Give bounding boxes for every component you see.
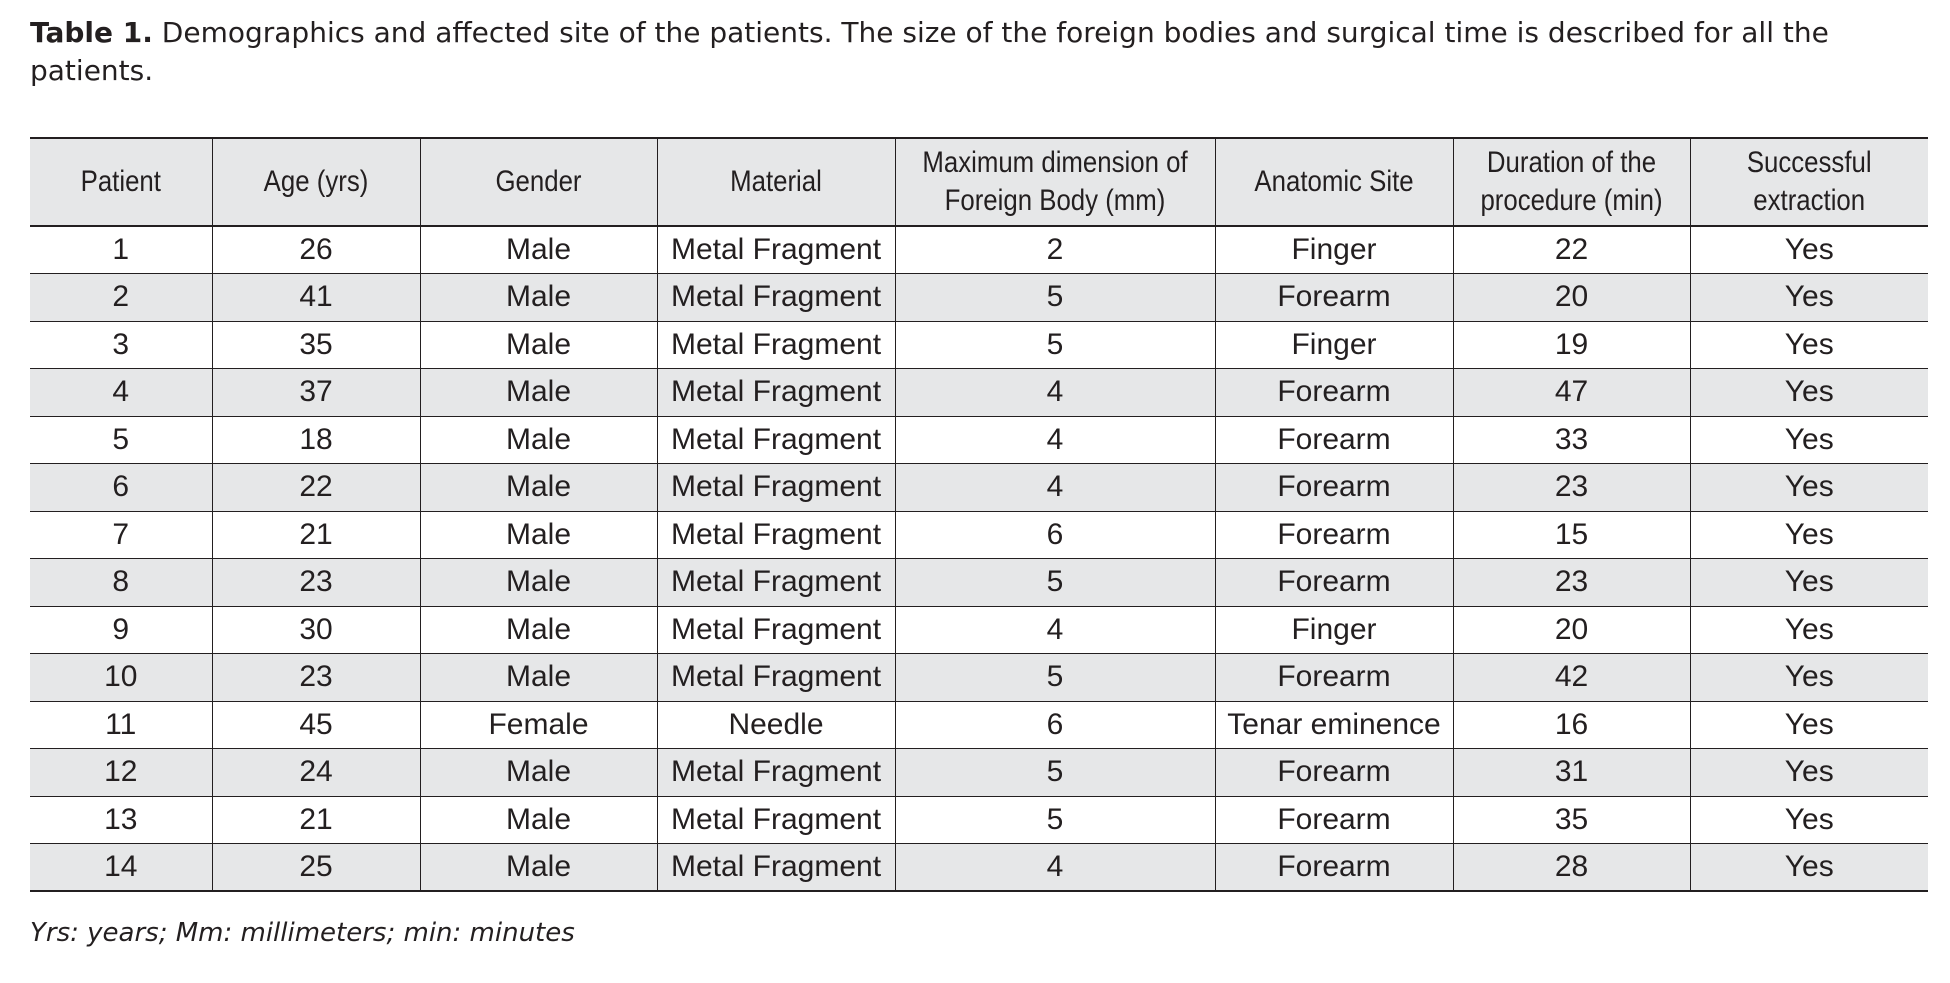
duration-cell: 23: [1453, 559, 1690, 607]
gender-cell: Male: [420, 464, 657, 512]
patient-cell: 3: [112, 327, 130, 361]
table-row: [30, 416, 1928, 464]
patient-cell: 1: [112, 233, 130, 266]
anatomic-site-cell: Tenar eminence: [1215, 701, 1453, 749]
table-row: [30, 701, 1928, 749]
max-dimension-cell: 4: [895, 606, 1215, 654]
age-cell: 23: [212, 559, 420, 607]
material-cell: Metal Fragment: [657, 606, 895, 654]
table-row: [30, 844, 1928, 892]
extraction-cell: Yes: [1690, 274, 1928, 322]
table-caption: [30, 14, 1930, 90]
anatomic-site-cell: Finger: [1215, 606, 1453, 654]
max-dimension-cell: 6: [895, 701, 1215, 749]
duration-cell: 47: [1453, 369, 1690, 417]
extraction-cell: Yes: [1690, 796, 1928, 844]
gender-cell: Male: [420, 274, 657, 322]
extraction-cell: Yes: [1690, 701, 1928, 749]
material-cell: Metal Fragment: [657, 274, 895, 322]
column-header-successful-extraction: Successful extraction: [1707, 138, 1912, 226]
extraction-cell: Yes: [1690, 511, 1928, 559]
table-row: [30, 321, 1928, 369]
gender-cell: Male: [420, 511, 657, 559]
extraction-cell: Yes: [1690, 654, 1928, 702]
age-cell: 41: [212, 274, 420, 322]
max-dimension-cell: 6: [895, 511, 1215, 559]
duration-cell: 22: [1453, 226, 1690, 274]
age-cell: 18: [212, 416, 420, 464]
column-header-patient: Patient: [80, 165, 161, 198]
table-footnote: Yrs: years; Mm: millimeters; min: minutes: [30, 918, 575, 948]
duration-cell: 23: [1453, 464, 1690, 512]
gender-cell: Female: [420, 701, 657, 749]
age-cell: 37: [212, 369, 420, 417]
material-cell: Metal Fragment: [657, 464, 895, 512]
age-cell: 21: [212, 796, 420, 844]
age-cell: 22: [212, 464, 420, 512]
duration-cell: 20: [1453, 606, 1690, 654]
gender-cell: Male: [420, 796, 657, 844]
anatomic-site-cell: Forearm: [1215, 274, 1453, 322]
max-dimension-cell: 2: [895, 226, 1215, 274]
max-dimension-cell: 5: [895, 321, 1215, 369]
duration-cell: 19: [1453, 321, 1690, 369]
table-row: [30, 796, 1928, 844]
age-cell: 26: [212, 226, 420, 274]
anatomic-site-cell: Forearm: [1215, 511, 1453, 559]
gender-cell: Male: [420, 369, 657, 417]
max-dimension-cell: 5: [895, 274, 1215, 322]
duration-cell: 20: [1453, 274, 1690, 322]
column-header-age: Age (yrs): [227, 138, 406, 226]
max-dimension-cell: 4: [895, 844, 1215, 892]
gender-cell: Male: [420, 226, 657, 274]
material-cell: Metal Fragment: [657, 369, 895, 417]
table-caption-label: Table 1.: [30, 16, 153, 49]
gender-cell: Male: [420, 416, 657, 464]
extraction-cell: Yes: [1690, 369, 1928, 417]
duration-cell: 15: [1453, 511, 1690, 559]
table-caption-text: Demographics and affected site of the patients. The size of the foreign bodies and surgical time is described for all the patients.: [30, 16, 1829, 87]
anatomic-site-cell: Forearm: [1215, 559, 1453, 607]
max-dimension-cell: 5: [895, 559, 1215, 607]
gender-cell: Male: [420, 321, 657, 369]
table-row: [30, 464, 1928, 512]
gender-cell: Male: [420, 749, 657, 797]
column-header-gender: Gender: [437, 138, 641, 226]
age-cell: 23: [212, 654, 420, 702]
column-header-anatomic-site: Anatomic Site: [1232, 138, 1437, 226]
extraction-cell: Yes: [1690, 464, 1928, 512]
patient-cell: 13: [104, 802, 138, 836]
patient-cell: 11: [105, 707, 137, 741]
max-dimension-cell: 4: [895, 369, 1215, 417]
gender-cell: Male: [420, 559, 657, 607]
material-cell: Metal Fragment: [657, 796, 895, 844]
anatomic-site-cell: Finger: [1215, 321, 1453, 369]
patients-table: [30, 137, 1928, 892]
material-cell: Metal Fragment: [657, 321, 895, 369]
column-header-duration: Duration of the procedure (min): [1470, 138, 1674, 226]
age-cell: 45: [212, 701, 420, 749]
age-cell: 30: [212, 606, 420, 654]
table-row: [30, 511, 1928, 559]
gender-cell: Male: [420, 654, 657, 702]
extraction-cell: Yes: [1690, 321, 1928, 369]
max-dimension-cell: 5: [895, 749, 1215, 797]
anatomic-site-cell: Finger: [1215, 226, 1453, 274]
material-cell: Metal Fragment: [657, 559, 895, 607]
age-cell: 21: [212, 511, 420, 559]
anatomic-site-cell: Forearm: [1215, 464, 1453, 512]
material-cell: Metal Fragment: [657, 511, 895, 559]
extraction-cell: Yes: [1690, 844, 1928, 892]
patient-cell: 10: [104, 660, 138, 694]
extraction-cell: Yes: [1690, 226, 1928, 274]
max-dimension-cell: 5: [895, 654, 1215, 702]
patient-cell: 4: [112, 375, 130, 409]
table-row: [30, 369, 1928, 417]
max-dimension-cell: 4: [895, 416, 1215, 464]
patient-cell: 2: [112, 280, 130, 314]
table-row: [30, 226, 1928, 274]
patient-cell: 6: [112, 470, 130, 504]
patient-cell: 14: [104, 850, 138, 883]
extraction-cell: Yes: [1690, 416, 1928, 464]
age-cell: 24: [212, 749, 420, 797]
patient-cell: 9: [112, 612, 130, 646]
duration-cell: 35: [1453, 796, 1690, 844]
duration-cell: 28: [1453, 844, 1690, 892]
table-row: [30, 749, 1928, 797]
duration-cell: 42: [1453, 654, 1690, 702]
material-cell: Metal Fragment: [657, 749, 895, 797]
patient-cell: 5: [112, 422, 130, 456]
material-cell: Metal Fragment: [657, 844, 895, 892]
age-cell: 25: [212, 844, 420, 892]
gender-cell: Male: [420, 606, 657, 654]
anatomic-site-cell: Forearm: [1215, 844, 1453, 892]
column-header-material: Material: [674, 138, 879, 226]
duration-cell: 33: [1453, 416, 1690, 464]
anatomic-site-cell: Forearm: [1215, 749, 1453, 797]
anatomic-site-cell: Forearm: [1215, 369, 1453, 417]
material-cell: Metal Fragment: [657, 654, 895, 702]
material-cell: Metal Fragment: [657, 416, 895, 464]
extraction-cell: Yes: [1690, 749, 1928, 797]
age-cell: 35: [212, 321, 420, 369]
max-dimension-cell: 4: [895, 464, 1215, 512]
anatomic-site-cell: Forearm: [1215, 654, 1453, 702]
column-header-maximum-dimension: Maximum dimension of Foreign Body (mm): [917, 138, 1192, 226]
gender-cell: Male: [420, 844, 657, 892]
table-row: [30, 559, 1928, 607]
patient-cell: 12: [104, 755, 138, 789]
max-dimension-cell: 5: [895, 796, 1215, 844]
material-cell: Metal Fragment: [657, 226, 895, 274]
anatomic-site-cell: Forearm: [1215, 796, 1453, 844]
material-cell: Needle: [657, 701, 895, 749]
extraction-cell: Yes: [1690, 606, 1928, 654]
duration-cell: 16: [1453, 701, 1690, 749]
header-row: [30, 138, 1928, 226]
patient-cell: 7: [112, 517, 130, 551]
table-row: [30, 274, 1928, 322]
table-row: [30, 606, 1928, 654]
extraction-cell: Yes: [1690, 559, 1928, 607]
duration-cell: 31: [1453, 749, 1690, 797]
anatomic-site-cell: Forearm: [1215, 416, 1453, 464]
table-row: [30, 654, 1928, 702]
patient-cell: 8: [112, 565, 130, 599]
